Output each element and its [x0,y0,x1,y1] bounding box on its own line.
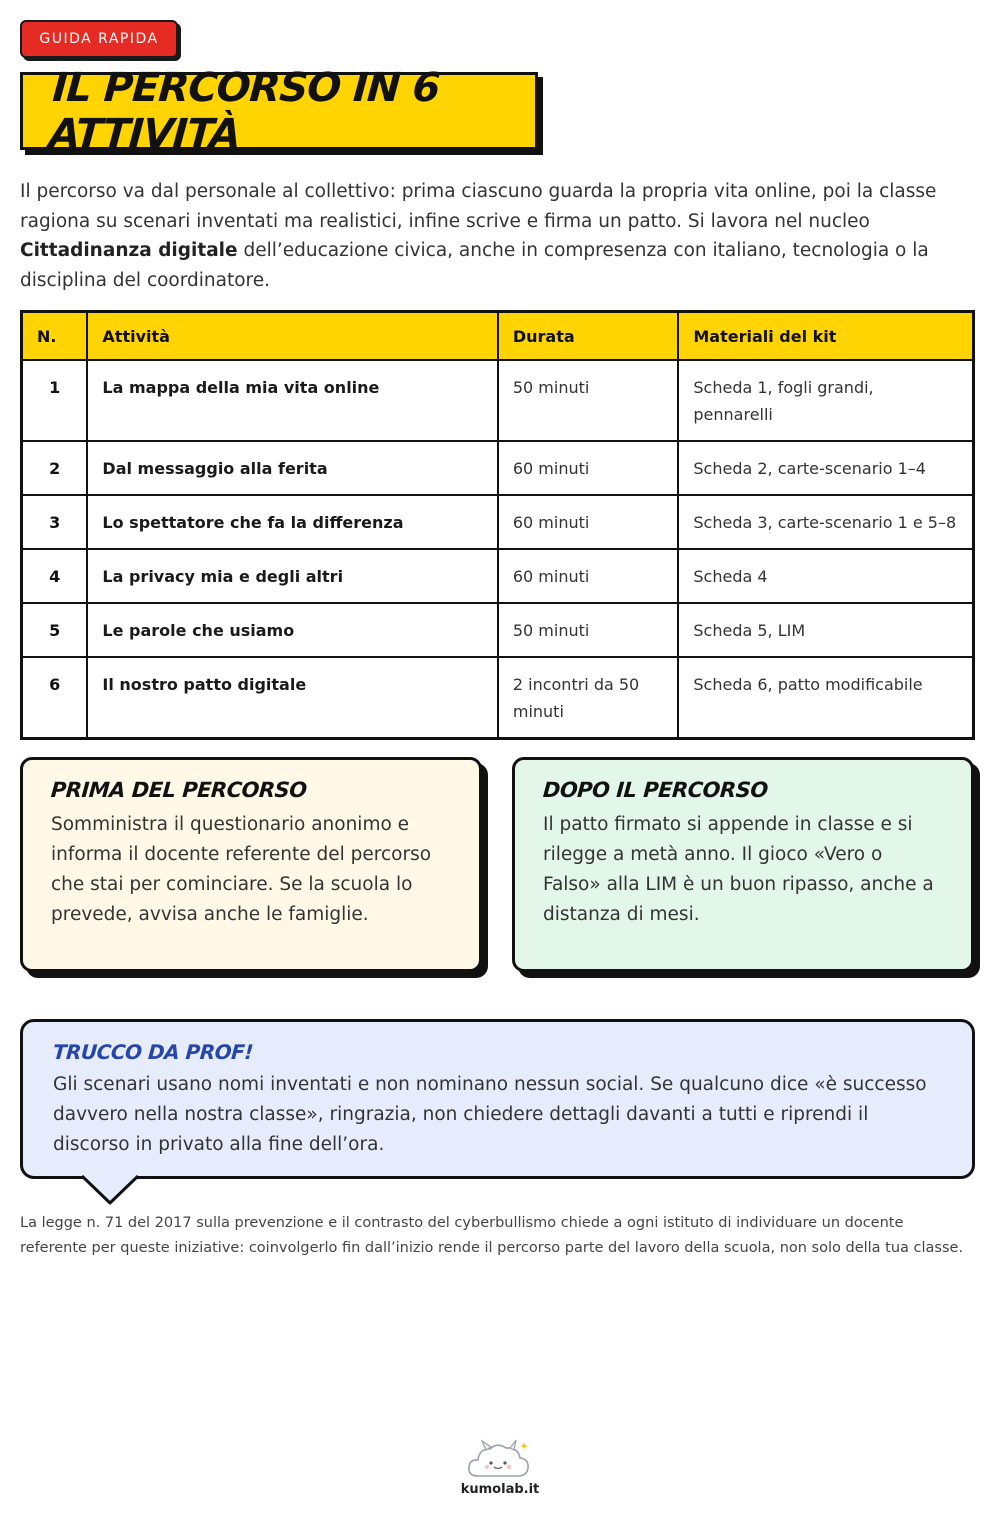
intro-paragraph [20,177,970,295]
header-number: N. [22,312,88,360]
intro-text-2: dell’educazione civica, anche in compresenza con italiano, tecnologia o la disciplina del coordinatore. [20,240,929,291]
activities-table [20,310,975,740]
speech-bubble-tail-icon [80,1175,140,1207]
tip-title: TRUCCO DA PROF! [52,1040,254,1064]
tip-text: Gli scenari usano nomi inventati e non nominano nessun social. Se qualcuno dice «è successo davvero nella nostra classe», ringrazia, non chiedere dettagli davanti a tutti e riprendi il discorso in privato alla fine dell’ora. [53,1074,927,1155]
row-duration: 2 incontri da 50 minuti [498,657,679,739]
row-duration: 60 minuti [498,495,679,549]
table-header-row [22,312,974,360]
table-row [22,657,974,739]
row-activity: La privacy mia e degli altri [87,549,497,603]
row-materials: Scheda 6, patto modificabile [678,657,973,739]
header-materials: Materiali del kit [678,312,973,360]
teacher-tip-bubble [20,1019,975,1179]
row-activity: Dal messaggio alla ferita [87,441,497,495]
guide-badge: GUIDA RAPIDA [20,20,178,58]
row-activity: Le parole che usiamo [87,603,497,657]
row-materials: Scheda 1, fogli grandi, pennarelli [678,360,973,441]
table-row [22,441,974,495]
row-materials: Scheda 3, carte-scenario 1 e 5–8 [678,495,973,549]
page-title: IL PERCORSO IN 6 ATTIVITÀ [47,65,441,157]
table-row [22,603,974,657]
row-duration: 50 minuti [498,360,679,441]
row-number: 4 [22,549,88,603]
title-banner [20,65,538,157]
after-course-card [512,757,974,972]
intro-bold: Cittadinanza digitale [20,240,238,262]
row-number: 1 [22,360,88,441]
row-activity: La mappa della mia vita online [87,360,497,441]
row-duration: 60 minuti [498,549,679,603]
after-card-title: DOPO IL PERCORSO [542,778,769,802]
row-duration: 60 minuti [498,441,679,495]
intro-text-1: Il percorso va dal personale al collettivo: prima ciascuno guarda la propria vita online, poi la classe ragiona su scenari inventati ma realistici, infine scrive e firma un patto. Si lavora nel nucleo [20,181,937,232]
row-number: 3 [22,495,88,549]
table-row [22,495,974,549]
header-duration: Durata [498,312,679,360]
row-materials: Scheda 4 [678,549,973,603]
table-row [22,360,974,441]
legal-note: La legge n. 71 del 2017 sulla prevenzione e il contrasto del cyberbullismo chiede a ogni istituto di individuare un docente referente per queste iniziative: coinvolgerlo fin dall’inizio rende il percorso parte del lavoro della scuola, non solo della tua classe. [20,1215,964,1256]
row-activity: Il nostro patto digitale [87,657,497,739]
after-card-text: Il patto firmato si appende in classe e si rilegge a metà anno. Il gioco «Vero o Falso» alla LIM è un buon ripasso, anche a distanza di mesi. [543,814,934,925]
header-activity: Attività [87,312,497,360]
footer-site-link[interactable]: kumolab.it [460,1482,540,1497]
table-row [22,549,974,603]
before-card-text: Somministra il questionario anonimo e informa il docente referente del percorso che stai per cominciare. Se la scuola lo prevede, avvisa anche le famiglie. [51,814,432,925]
row-number: 2 [22,441,88,495]
row-materials: Scheda 2, carte-scenario 1–4 [678,441,973,495]
row-duration: 50 minuti [498,603,679,657]
row-number: 5 [22,603,88,657]
row-number: 6 [22,657,88,739]
cloud-mascot-icon [464,1436,534,1482]
before-card-title: PRIMA DEL PERCORSO [50,778,308,802]
row-materials: Scheda 5, LIM [678,603,973,657]
row-activity: Lo spettatore che fa la differenza [87,495,497,549]
before-course-card [20,757,482,972]
